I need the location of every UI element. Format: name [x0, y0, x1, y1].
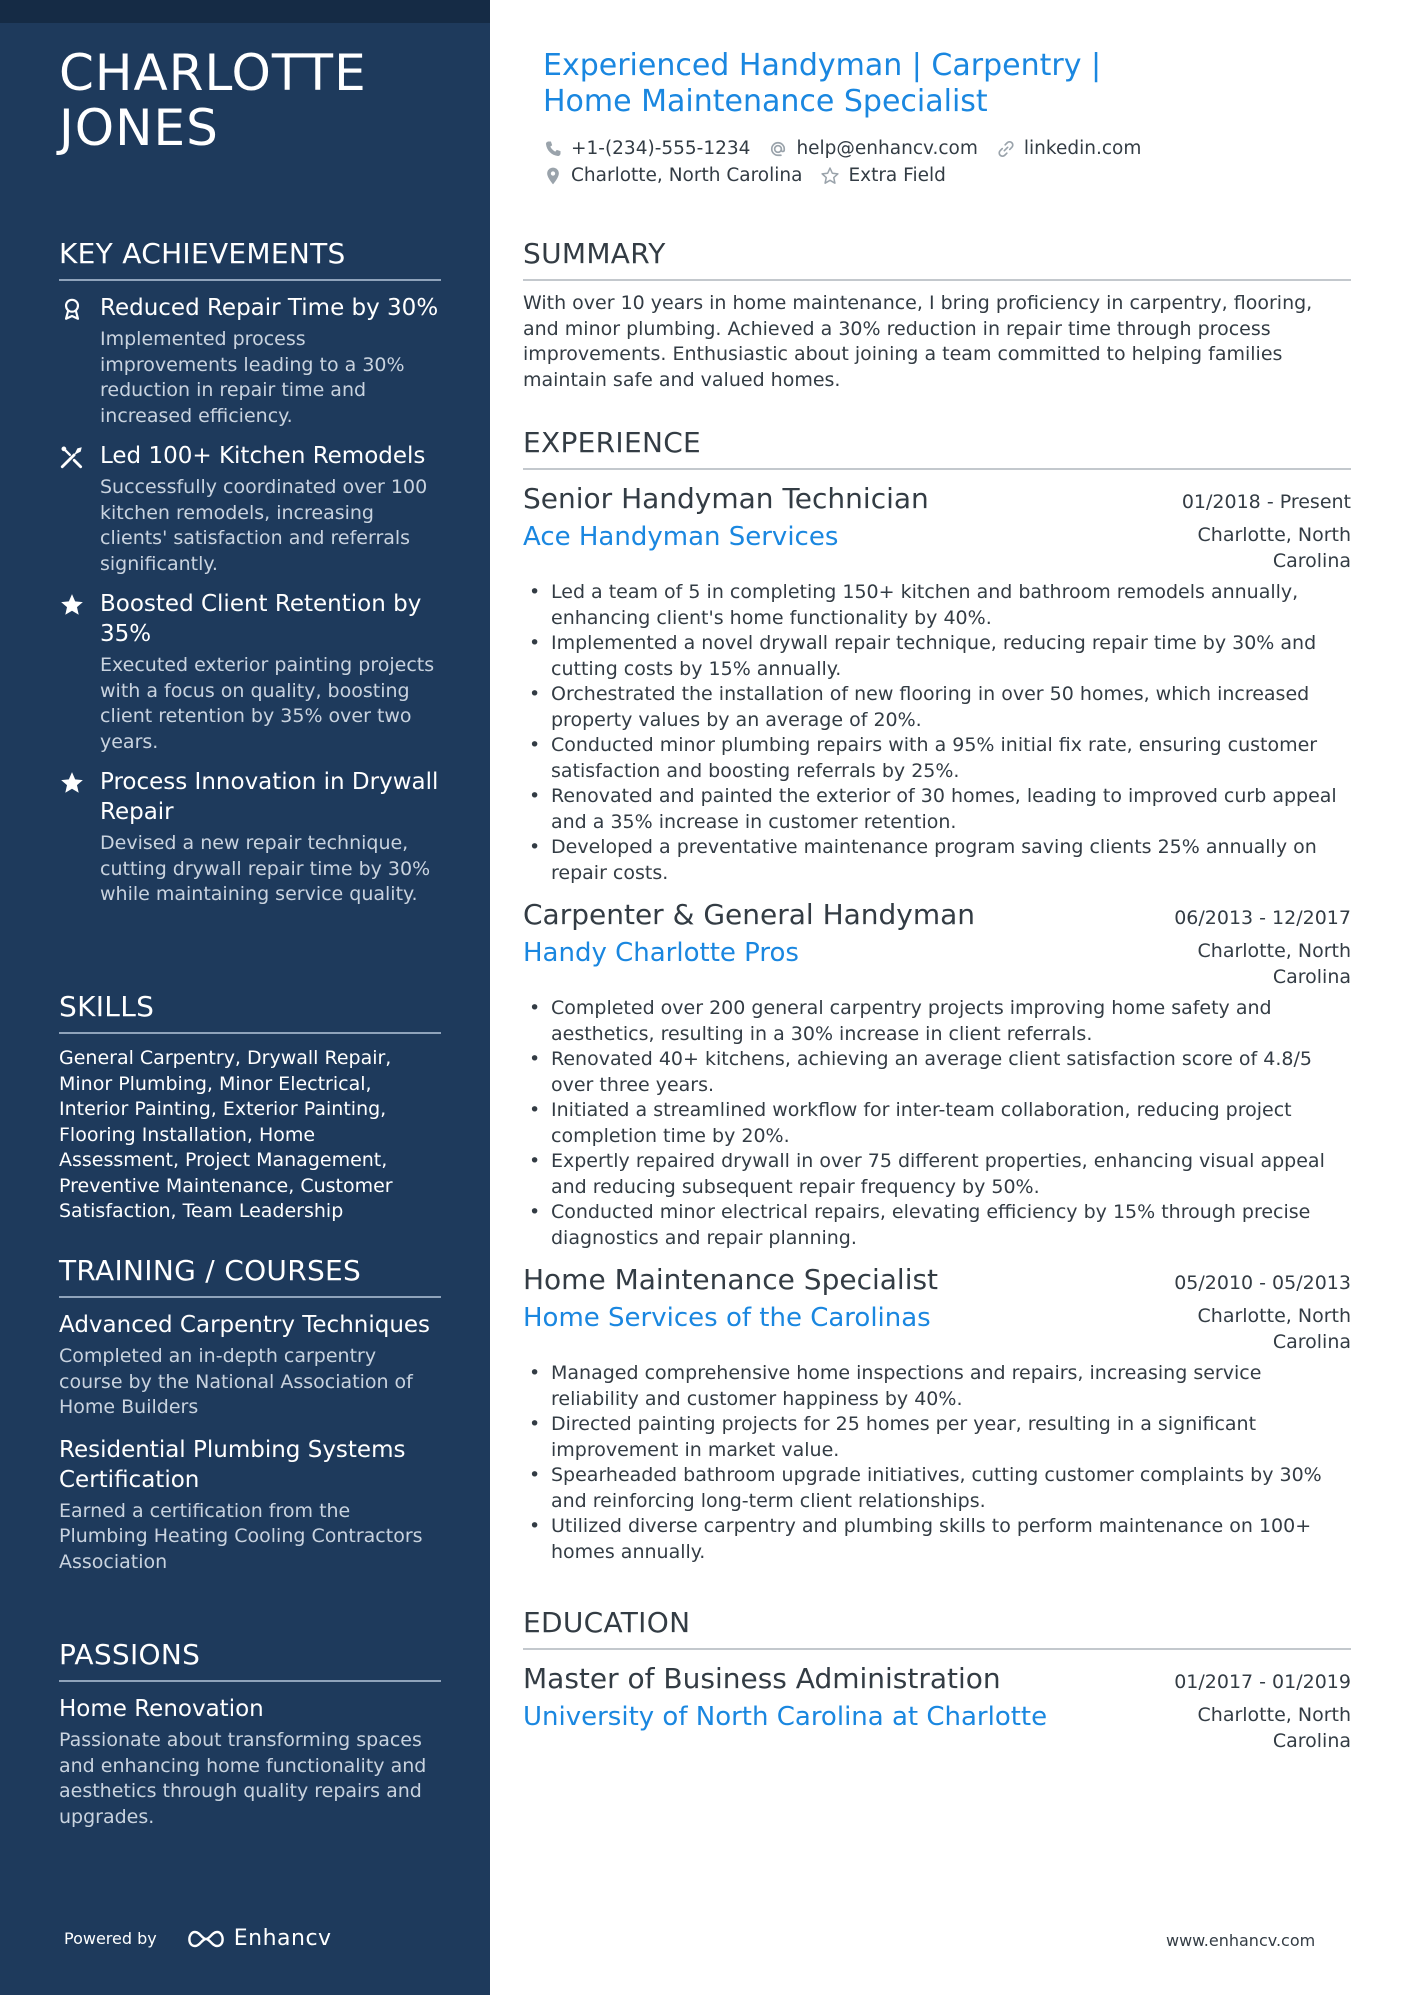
bullet-item: • Conducted minor plumbing repairs with a 95% initial fix rate, ensuring customer satisfaction and boosting referrals by 25%.	[523, 733, 1351, 784]
job-bullets	[523, 996, 1351, 1251]
training-heading: TRAINING / COURSES	[59, 1251, 441, 1298]
course-desc: Completed an in-depth carpentry course by the National Association of Home Builders	[59, 1345, 413, 1418]
location-pin-icon	[543, 166, 563, 186]
extra-field-contact	[820, 165, 945, 186]
job-location: Charlotte, North Carolina	[1197, 524, 1351, 572]
linkedin-text: linkedin.com	[1023, 138, 1142, 159]
company-name: Handy Charlotte Pros	[523, 938, 799, 968]
achievement-desc: Executed exterior painting projects with a focus on quality, boosting client retention by 35% over two years.	[100, 654, 435, 753]
link-icon	[996, 139, 1016, 159]
contact-row	[543, 162, 1343, 189]
summary-text: With over 10 years in home maintenance, I bring proficiency in carpentry, flooring, and minor plumbing. Achieved a 30% reduction in repair time through process improvements. Enthusiastic about joining a team committed to helping families maintain safe and valued homes.	[523, 292, 1313, 391]
passion-desc: Passionate about transforming spaces and enhancing home functionality and aesthetics through quality repairs and upgrades.	[59, 1729, 427, 1828]
job-bullets	[523, 580, 1351, 886]
job-dates: 01/2018 - Present	[1181, 491, 1351, 513]
bullet-item: • Led a team of 5 in completing 150+ kitchen and bathroom remodels annually, enhancing client's home functionality by 40%.	[523, 580, 1351, 631]
candidate-name: CHARLOTTE JONES	[59, 44, 367, 157]
sidebar-top-strip	[0, 0, 490, 23]
company-name: Home Services of the Carolinas	[523, 1303, 931, 1333]
extra-field-text: Extra Field	[848, 165, 946, 186]
degree-title: Master of Business Administration	[523, 1662, 1001, 1695]
contact-row	[543, 135, 1343, 162]
job-title: Carpenter & General Handyman	[523, 898, 976, 931]
phone-text: +1-(234)-555-1234	[571, 138, 751, 159]
achievement-item	[59, 767, 441, 908]
star-icon	[59, 770, 85, 796]
bullet-item: • Utilized diverse carpentry and plumbing skills to perform maintenance on 100+ homes annually.	[523, 1514, 1351, 1565]
tools-icon	[59, 444, 85, 470]
bullet-item: • Conducted minor electrical repairs, elevating efficiency by 15% through precise diagnostics and repair planning.	[523, 1200, 1351, 1251]
job-dates: 06/2013 - 12/2017	[1174, 907, 1351, 929]
summary-heading: SUMMARY	[523, 234, 1351, 281]
bullet-item: • Initiated a streamlined workflow for inter-team collaboration, reducing project completion time by 20%.	[523, 1098, 1351, 1149]
job-location: Charlotte, North Carolina	[1197, 1305, 1351, 1353]
passion-title: Home Renovation	[59, 1696, 264, 1722]
achievement-title: Process Innovation in Drywall Repair	[100, 769, 439, 825]
email-text: help@enhancv.com	[796, 138, 978, 159]
location-text: Charlotte, North Carolina	[571, 165, 803, 186]
skills-section	[59, 987, 441, 1225]
achievement-item	[59, 293, 441, 429]
job-entry	[523, 1261, 1351, 1565]
education-section	[523, 1603, 1351, 1764]
bullet-item: • Renovated 40+ kitchens, achieving an average client satisfaction score of 4.8/5 over three years.	[523, 1047, 1351, 1098]
achievement-desc: Implemented process improvements leading to a 30% reduction in repair time and increased efficiency.	[100, 328, 405, 427]
summary-section	[523, 234, 1351, 393]
at-sign-icon	[768, 139, 788, 159]
phone-icon	[543, 139, 563, 159]
job-entry	[523, 480, 1351, 886]
job-dates: 05/2010 - 05/2013	[1174, 1272, 1351, 1294]
footer-url[interactable]: www.enhancv.com	[1166, 1931, 1316, 1950]
bullet-item: • Completed over 200 general carpentry projects improving home safety and aesthetics, resulting in a 30% increase in client referrals.	[523, 996, 1351, 1047]
enhancv-brand: Enhancv	[233, 1926, 332, 1951]
powered-by-label: Powered by	[64, 1929, 157, 1948]
training-section	[59, 1251, 441, 1589]
achievement-desc: Successfully coordinated over 100 kitchen remodels, increasing clients' satisfaction and referrals significantly.	[100, 476, 428, 575]
star-outline-icon	[820, 166, 840, 186]
headline: Experienced Handyman | Carpentry | Home Maintenance Specialist	[543, 48, 1102, 119]
linkedin-contact[interactable]	[996, 138, 1141, 159]
skills-heading: SKILLS	[59, 987, 441, 1034]
course-title: Residential Plumbing Systems Certification	[59, 1436, 406, 1493]
achievements-heading: KEY ACHIEVEMENTS	[59, 234, 441, 281]
passions-section	[59, 1635, 441, 1844]
bullet-item: • Expertly repaired drywall in over 75 different properties, enhancing visual appeal and reducing subsequent repair frequency by 50%.	[523, 1149, 1351, 1200]
star-icon	[59, 592, 85, 618]
bullet-item: • Spearheaded bathroom upgrade initiatives, cutting customer complaints by 30% and reinforcing long-term client relationships.	[523, 1463, 1351, 1514]
achievement-item	[59, 589, 441, 755]
sidebar	[0, 0, 490, 1995]
education-entry	[523, 1660, 1351, 1754]
experience-section	[523, 423, 1351, 1575]
achievement-title: Boosted Client Retention by 35%	[100, 591, 422, 647]
course-desc: Earned a certification from the Plumbing Heating Cooling Contractors Association	[59, 1499, 423, 1573]
achievement-title: Reduced Repair Time by 30%	[100, 295, 439, 321]
achievement-item	[59, 441, 441, 577]
education-location: Charlotte, North Carolina	[1197, 1704, 1351, 1752]
email-contact[interactable]	[768, 138, 977, 159]
course-item	[59, 1310, 441, 1421]
job-title: Senior Handyman Technician	[523, 482, 929, 515]
course-title: Advanced Carpentry Techniques	[59, 1312, 431, 1338]
course-item	[59, 1435, 441, 1576]
phone-contact	[543, 138, 750, 159]
powered-by-footer	[64, 1926, 332, 1951]
contact-info	[543, 135, 1343, 189]
school-name: University of North Carolina at Charlotte	[523, 1702, 1048, 1732]
job-location: Charlotte, North Carolina	[1197, 940, 1351, 988]
bullet-item: • Managed comprehensive home inspections and repairs, increasing service reliability and customer happiness by 40%.	[523, 1361, 1351, 1412]
job-bullets	[523, 1361, 1351, 1565]
bullet-item: • Directed painting projects for 25 homes per year, resulting in a significant improvement in market value.	[523, 1412, 1351, 1463]
achievement-title: Led 100+ Kitchen Remodels	[100, 443, 426, 469]
passions-heading: PASSIONS	[59, 1635, 441, 1682]
bullet-item: • Orchestrated the installation of new flooring in over 50 homes, which increased property values by an average of 20%.	[523, 682, 1351, 733]
skills-list: General Carpentry, Drywall Repair, Minor Plumbing, Minor Electrical, Interior Painting, Exterior Painting, Flooring Installation, Home Assessment, Project Management, Preventive Maintenance, Customer Satisfaction, Team Leadership	[59, 1047, 393, 1222]
enhancv-logo-icon	[184, 1928, 228, 1950]
award-icon	[59, 296, 85, 322]
achievements-section	[59, 234, 441, 920]
job-entry	[523, 896, 1351, 1251]
company-name: Ace Handyman Services	[523, 522, 839, 552]
education-heading: EDUCATION	[523, 1603, 1351, 1650]
location-contact	[543, 165, 802, 186]
achievement-desc: Devised a new repair technique, cutting drywall repair time by 30% while maintaining service quality.	[100, 832, 431, 905]
experience-heading: EXPERIENCE	[523, 423, 1351, 470]
job-title: Home Maintenance Specialist	[523, 1263, 939, 1296]
passion-item	[59, 1694, 441, 1830]
bullet-item: • Renovated and painted the exterior of 30 homes, leading to improved curb appeal and a 35% increase in customer retention.	[523, 784, 1351, 835]
bullet-item: • Implemented a novel drywall repair technique, reducing repair time by 30% and cutting costs by 15% annually.	[523, 631, 1351, 682]
bullet-item: • Developed a preventative maintenance program saving clients 25% annually on repair costs.	[523, 835, 1351, 886]
education-dates: 01/2017 - 01/2019	[1174, 1671, 1351, 1693]
